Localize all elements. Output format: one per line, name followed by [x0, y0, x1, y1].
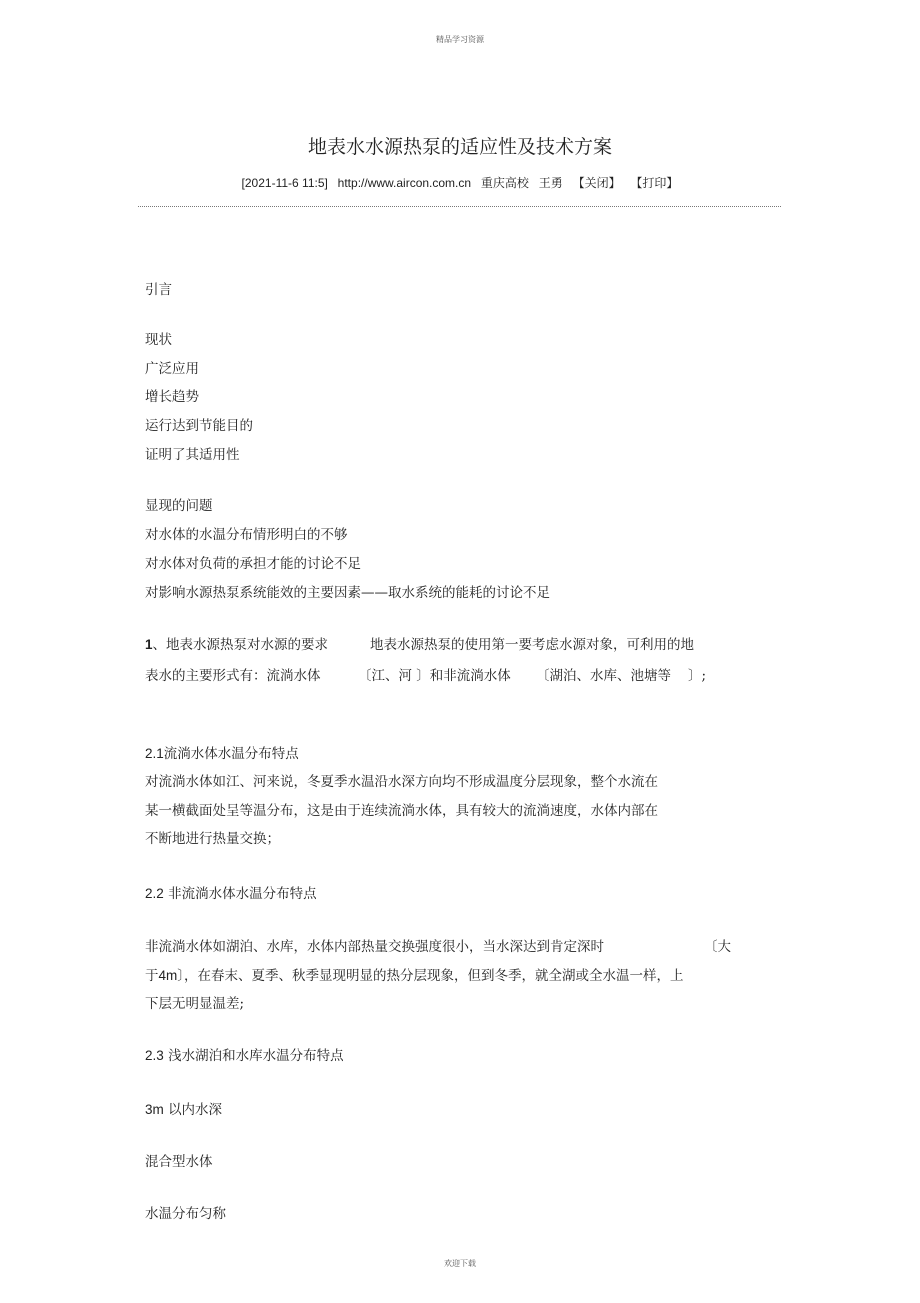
publish-date: [2021-11-6 11:5] — [241, 176, 328, 190]
section-1-text: 〕; — [688, 668, 707, 684]
status-line: 现状 — [145, 332, 172, 348]
section-1-text: 〔江、河 〕和非流淌水体 — [358, 668, 511, 684]
article-meta — [0, 174, 920, 191]
section-2-1-number: 2.1 — [145, 746, 164, 761]
problem-line: 显现的问题 — [145, 498, 213, 514]
section-1-text: 〔湖泊、水库、池塘等 — [536, 668, 671, 684]
section-2-3-item — [145, 1101, 222, 1119]
close-link[interactable]: 【关闭】 — [572, 176, 621, 190]
section-2-2-depth: 4m — [158, 968, 178, 983]
section-2-2-heading — [145, 885, 317, 903]
section-2-3-title: 浅水湖泊和水库水温分布特点 — [168, 1048, 344, 1064]
source-url-link[interactable]: http://www.aircon.com.cn — [337, 176, 472, 190]
problem-line: 对影响水源热泵系统能效的主要因素——取水系统的能耗的讨论不足 — [145, 585, 550, 601]
section-2-2-number: 2.2 — [145, 886, 164, 901]
section-2-3-depth: 3m — [145, 1102, 164, 1117]
status-line: 运行达到节能目的 — [145, 418, 253, 434]
section-2-3-item: 混合型水体 — [145, 1154, 213, 1170]
section-1-text: 地表水源热泵的使用第一要考虑水源对象，可利用的地 — [370, 637, 694, 653]
section-2-3-number: 2.3 — [145, 1048, 164, 1063]
section-2-2-title: 非流淌水体水温分布特点 — [168, 886, 317, 902]
source-org: 重庆高校 — [480, 176, 529, 190]
author-name: 王勇 — [538, 176, 563, 190]
section-2-2-text — [145, 967, 684, 985]
section-2-3-item: 水温分布匀称 — [145, 1206, 226, 1222]
intro-heading: 引言 — [145, 282, 172, 298]
status-line: 证明了其适用性 — [145, 447, 240, 463]
section-2-2-text: 非流淌水体如湖泊、水库，水体内部热量交换强度很小，当水深达到肯定深时 — [145, 939, 604, 955]
print-link[interactable]: 【打印】 — [630, 176, 679, 190]
problem-line: 对水体的水温分布情形明白的不够 — [145, 527, 348, 543]
section-2-1-text: 对流淌水体如江、河来说，冬夏季水温沿水深方向均不形成温度分层现象，整个水流在 — [145, 774, 658, 790]
page-header-note: 精品学习资源 — [436, 35, 484, 44]
section-2-2-text: 〔大 — [704, 939, 731, 955]
section-1-number: 1 — [145, 637, 153, 652]
page-footer-note: 欢迎下载 — [444, 1259, 476, 1268]
section-2-1-text: 不断地进行热量交换； — [145, 831, 280, 847]
page-title: 地表水水源热泵的适应性及技术方案 — [307, 136, 612, 158]
section-2-3-item-text: 以内水深 — [168, 1102, 223, 1118]
section-1-text: 表水的主要形式有：流淌水体 — [145, 668, 321, 684]
section-2-2-text: 下层无明显温差; — [145, 996, 245, 1012]
section-2-1-text: 某一横截面处呈等温分布，这是由于连续流淌水体，具有较大的流淌速度，水体内部在 — [145, 803, 658, 819]
section-2-2-text-part: 〕，在春末、夏季、秋季显现明显的热分层现象，但到冬季，就全湖或全水温一样，上 — [177, 968, 684, 984]
section-1-line — [145, 636, 328, 654]
section-2-3-heading — [145, 1047, 344, 1065]
status-line: 广泛应用 — [145, 361, 199, 377]
section-2-1-title: 流淌水体水温分布特点 — [163, 746, 299, 762]
section-2-2-text-part: 于 — [145, 968, 159, 984]
section-2-1-heading — [145, 745, 299, 763]
status-line: 增长趋势 — [145, 389, 199, 405]
section-1-heading: 、地表水源热泵对水源的要求 — [152, 637, 329, 653]
problem-line: 对水体对负荷的承担才能的讨论不足 — [145, 556, 361, 572]
dotted-divider — [138, 206, 781, 207]
